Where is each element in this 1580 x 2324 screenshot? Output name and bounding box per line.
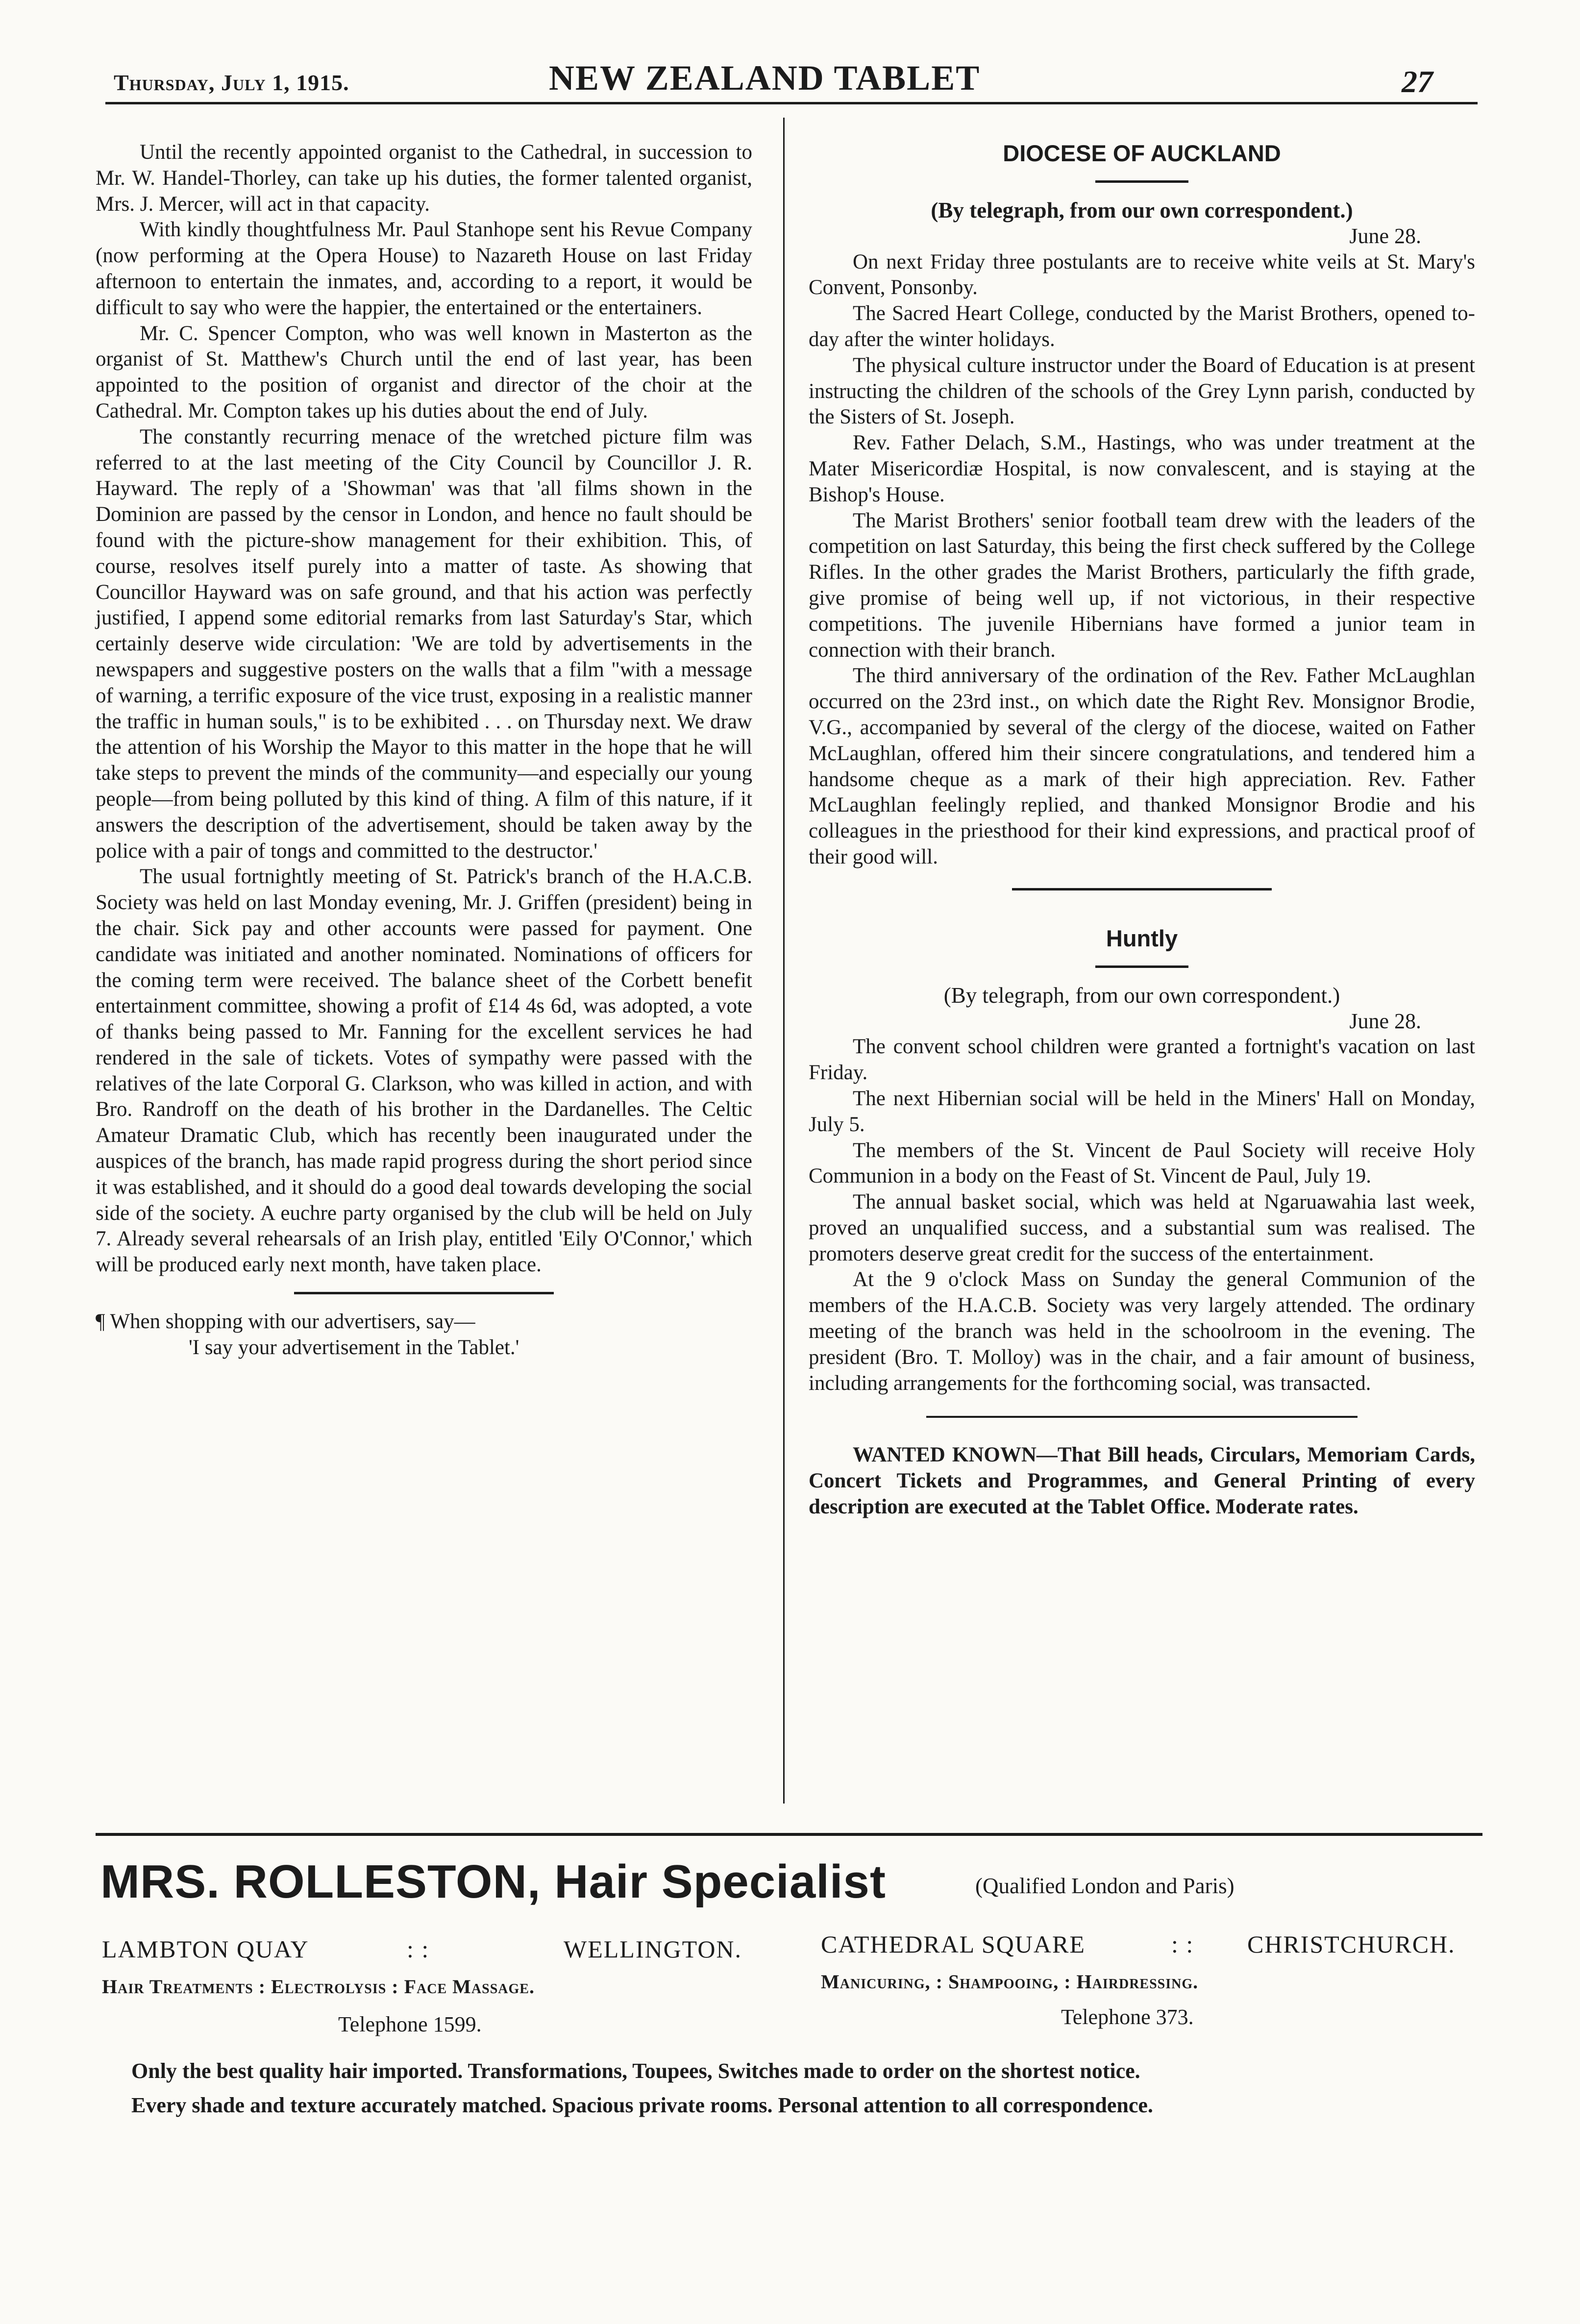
left-column [96, 140, 752, 1361]
huntly-date: June 28. [1349, 1009, 1421, 1033]
wellington-services: Hair Treatments : Electrolysis : Face Massage. [102, 1976, 535, 1998]
advertisement-footer-line-1: Only the best quality hair imported. Transformations, Toupees, Switches made to order on the shortest notice. [131, 2059, 1140, 2083]
wanted-known-notice: WANTED KNOWN—That Bill heads, Circulars, Memoriam Cards, Concert Tickets and Programmes, and General Printing of every description are executed at the Tablet Office. Moderate rates. [809, 1443, 1475, 1519]
article-paragraph: At the 9 o'clock Mass on Sunday the general Communion of the members of the H.A.C.B. Society was very largely attended. The ordinary meeting of the branch was held in the schoolroom in the evening. The president (Bro. T. Molloy) was in the chair, and a fair amount of business, including arrangements for the forthcoming social, was transacted. [809, 1268, 1475, 1395]
auckland-date: June 28. [1349, 223, 1421, 248]
article-paragraph: The usual fortnightly meeting of St. Patrick's branch of the H.A.C.B. Society was held on last Monday evening, Mr. J. Griffen (president) being in the chair. Sick pay and other accounts were passed for payment. One candidate was initiated and another nominated. Nominations of officers for the coming term were received. The balance sheet of the Corbett benefit entertainment committee, showing a profit of £14 4s 6d, was adopted, a vote of thanks being passed to Mr. Fanning for the excellent services he had rendered in the sale of tickets. Votes of sympathy were passed with the relatives of the late Corporal G. Clarkson, who was killed in action, and with Bro. Randroff on the death of his brother in the Dardanelles. The Celtic Amateur Dramatic Club, which has recently been inaugurated under the auspices of the branch, has made rapid progress during the short period since it was established, and it should do a good deal towards developing the social side of the society. A euchre party organised by the club will be held on July 7. Already several rehearsals of an Irish play, entitled 'Eily O'Connor,' which will be produced early next month, have taken place. [96, 865, 752, 1277]
column-divider [783, 118, 785, 1804]
address-separator: : : [407, 1935, 430, 1963]
advertiser-tip-line-2: 'I say your advertisement in the Tablet.' [189, 1335, 519, 1359]
article-paragraph: Rev. Father Delach, S.M., Hastings, who was under treatment at the Mater Misericordiæ Hospital, is now convalescent, and is staying at the Bishop's House. [809, 431, 1475, 506]
christchurch-address: CATHEDRAL SQUARE [821, 1930, 1086, 1958]
advertisement-footer-line-2: Every shade and texture accurately matched. Spacious private rooms. Personal attention to all correspondence. [131, 2093, 1153, 2117]
article-paragraph: The physical culture instructor under the Board of Education is at present instructing the children of the schools of the Grey Lynn parish, conducted by the Sisters of St. Joseph. [809, 353, 1475, 429]
article-paragraph: The Sacred Heart College, conducted by the Marist Brothers, opened to-day after the winter holidays. [809, 302, 1475, 351]
article-paragraph: The constantly recurring menace of the wretched picture film was referred to at the last meeting of the City Council by Councillor J. R. Hayward. The reply of a 'Showman' was that 'all films shown in the Dominion are passed by the censor in London, and hence no fault should be found with the picture-show management for their exhibition. This, of course, resolves itself purely into a matter of taste. As showing that Councillor Hayward was on safe ground, and that his action was perfectly justified, I append some editorial remarks from last Saturday's Star, which certainly deserve wide circulation: 'We are told by advertisements in the newspapers and suggestive posters on the walls that a film "with a message of warning, a terrific exposure of the vice trust, exposing in a realistic manner the traffic in human souls," is to be exhibited . . . on Thursday next. We draw the attention of his Worship the Mayor to this matter in the hope that he will take steps to prevent the minds of the community—and especially our young people—from being polluted by this kind of thing. A film of this nature, if it answers the description of the advertisement, should be taken away by the police with a pair of tongs and committed to the destructor.' [96, 425, 752, 863]
article-paragraph: The third anniversary of the ordination of the Rev. Father McLaughlan occurred on the 23rd inst., on which date the Right Rev. Monsignor Brodie, V.G., accompanied by several of the clergy of the diocese, waited on Father McLaughlan, offered him their sincere congratulations, and tendered him a handsome cheque as a mark of their high appreciation. Rev. Father McLaughlan feelingly replied, and thanked Monsignor Brodie and his colleagues in the priesthood for their kind expressions, and practical proof of their good will. [809, 664, 1475, 868]
wellington-address: LAMBTON QUAY [102, 1935, 309, 1963]
article-paragraph: The next Hibernian social will be held in the Miners' Hall on Monday, July 5. [809, 1087, 1475, 1136]
auckland-heading: DIOCESE OF AUCKLAND [1003, 140, 1281, 166]
article-paragraph: Mr. C. Spencer Compton, who was well known in Masterton as the organist of St. Matthew's Church until the end of last year, has been appointed to the position of organist and director of the choir at the Cathedral. Mr. Compton takes up his duties about the end of July. [96, 321, 752, 422]
christchurch-phone: Telephone 373. [1061, 2005, 1194, 2029]
article-paragraph: Until the recently appointed organist to the Cathedral, in succession to Mr. W. Handel-Thorley, can take up his duties, the former talented organist, Mrs. J. Mercer, will act in that capacity. [96, 141, 752, 216]
auckland-byline: (By telegraph, from our own correspondent.) [931, 198, 1353, 223]
huntly-byline: (By telegraph, from our own correspondent.) [943, 983, 1340, 1008]
article-paragraph: With kindly thoughtfulness Mr. Paul Stanhope sent his Revue Company (now performing at the Opera House) to Nazareth House on last Friday afternoon to entertain the inmates, and, according to a report, it would be difficult to say who were the happier, the entertained or the entertainers. [96, 218, 752, 319]
christchurch-city: CHRISTCHURCH. [1247, 1930, 1456, 1958]
header-rule [105, 102, 1478, 104]
masthead-title: NEW ZEALAND TABLET [549, 58, 981, 98]
page-number: 27 [1402, 64, 1433, 99]
advertisement-top-rule [96, 1833, 1482, 1836]
article-paragraph: On next Friday three postulants are to receive white veils at St. Mary's Convent, Ponsonby. [809, 250, 1475, 299]
advertiser-qualification: (Qualified London and Paris) [975, 1874, 1234, 1898]
heading-rule [1095, 965, 1188, 968]
article-paragraph: The annual basket social, which was held at Ngaruawahia last week, proved an unqualified success, and a substantial sum was realised. The promoters deserve great credit for the success of the entertainment. [809, 1190, 1475, 1265]
advertiser-tip-line-1: ¶ When shopping with our advertisers, say— [96, 1310, 475, 1334]
page-date: Thursday, July 1, 1915. [114, 70, 349, 95]
huntly-heading: Huntly [1106, 925, 1178, 951]
article-paragraph: The Marist Brothers' senior football team drew with the leaders of the competition on last Saturday, this being the first check suffered by the College Rifles. In the other grades the Marist Brothers, particularly the fifth grade, give promise of being well up, if not victorious, in their respective competitions. The juvenile Hibernians have formed a junior team in connection with their branch. [809, 509, 1475, 662]
wellington-phone: Telephone 1599. [338, 2012, 482, 2036]
article-paragraph: The convent school children were granted a fortnight's vacation on last Friday. [809, 1035, 1475, 1085]
article-paragraph: The members of the St. Vincent de Paul Society will receive Holy Communion in a body on the Feast of St. Vincent de Paul, July 19. [809, 1138, 1475, 1188]
section-end-rule [926, 1416, 1358, 1418]
right-column [809, 140, 1475, 1520]
wellington-city: WELLINGTON. [564, 1935, 742, 1963]
advertiser-name: MRS. ROLLESTON, Hair Specialist [100, 1855, 886, 1908]
heading-rule [1095, 180, 1188, 183]
christchurch-services: Manicuring, : Shampooing, : Hairdressing. [821, 1971, 1199, 1993]
section-end-rule [1012, 888, 1272, 890]
section-end-rule [294, 1292, 554, 1294]
address-separator: : : [1171, 1930, 1194, 1958]
